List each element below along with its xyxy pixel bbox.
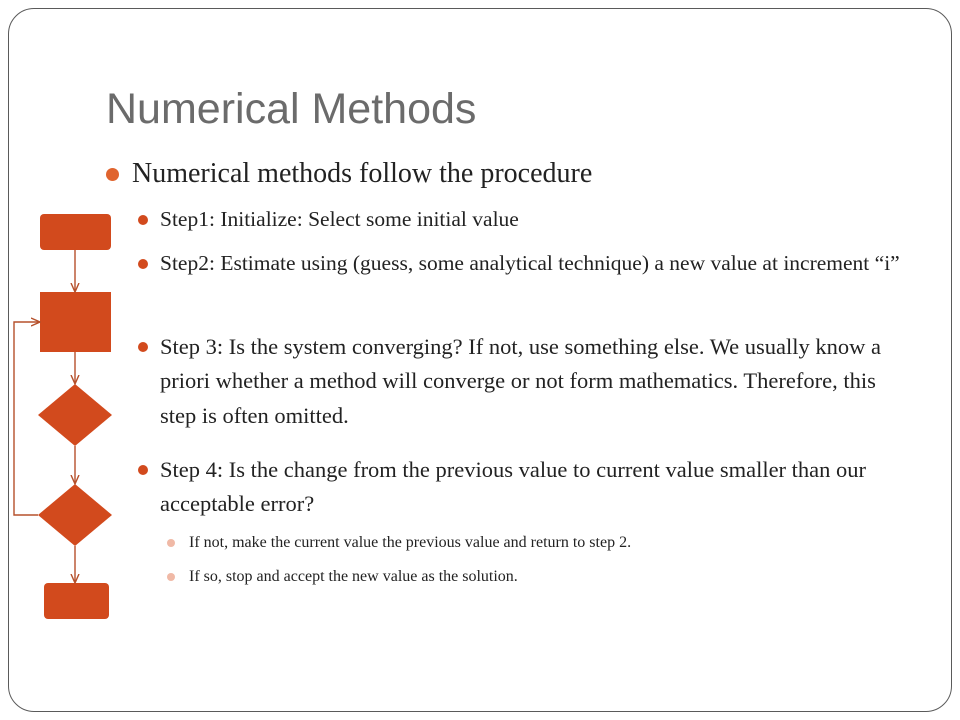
flow-error-decision — [38, 484, 112, 546]
sub-step-1-text: If not, make the current value the previous value and return to step 2. — [189, 534, 632, 551]
main-bullet-text: Numerical methods follow the procedure — [132, 158, 593, 189]
step-1-text: Step1: Initialize: Select some initial value — [160, 207, 519, 231]
flow-end-shape — [44, 583, 109, 619]
slide-title: Numerical Methods — [106, 85, 477, 133]
flow-converge-decision — [38, 384, 112, 446]
step-3-text: Step 3: Is the system converging? If not, use something else. We usually know a priori whether a method will converge or not form mathematics. Therefore, this step is often omitted. — [160, 334, 881, 428]
flow-start-shape — [40, 214, 111, 250]
step-2-text: Step2: Estimate using (guess, some analytical technique) a new value at increment “i” — [160, 251, 900, 275]
flow-estimate-shape — [40, 292, 111, 352]
flow-loop-back-arrow — [14, 322, 39, 515]
sub-step-2-text: If so, stop and accept the new value as the solution. — [189, 568, 518, 585]
step-4-text: Step 4: Is the change from the previous value to current value smaller than our acceptable error? — [160, 457, 867, 517]
